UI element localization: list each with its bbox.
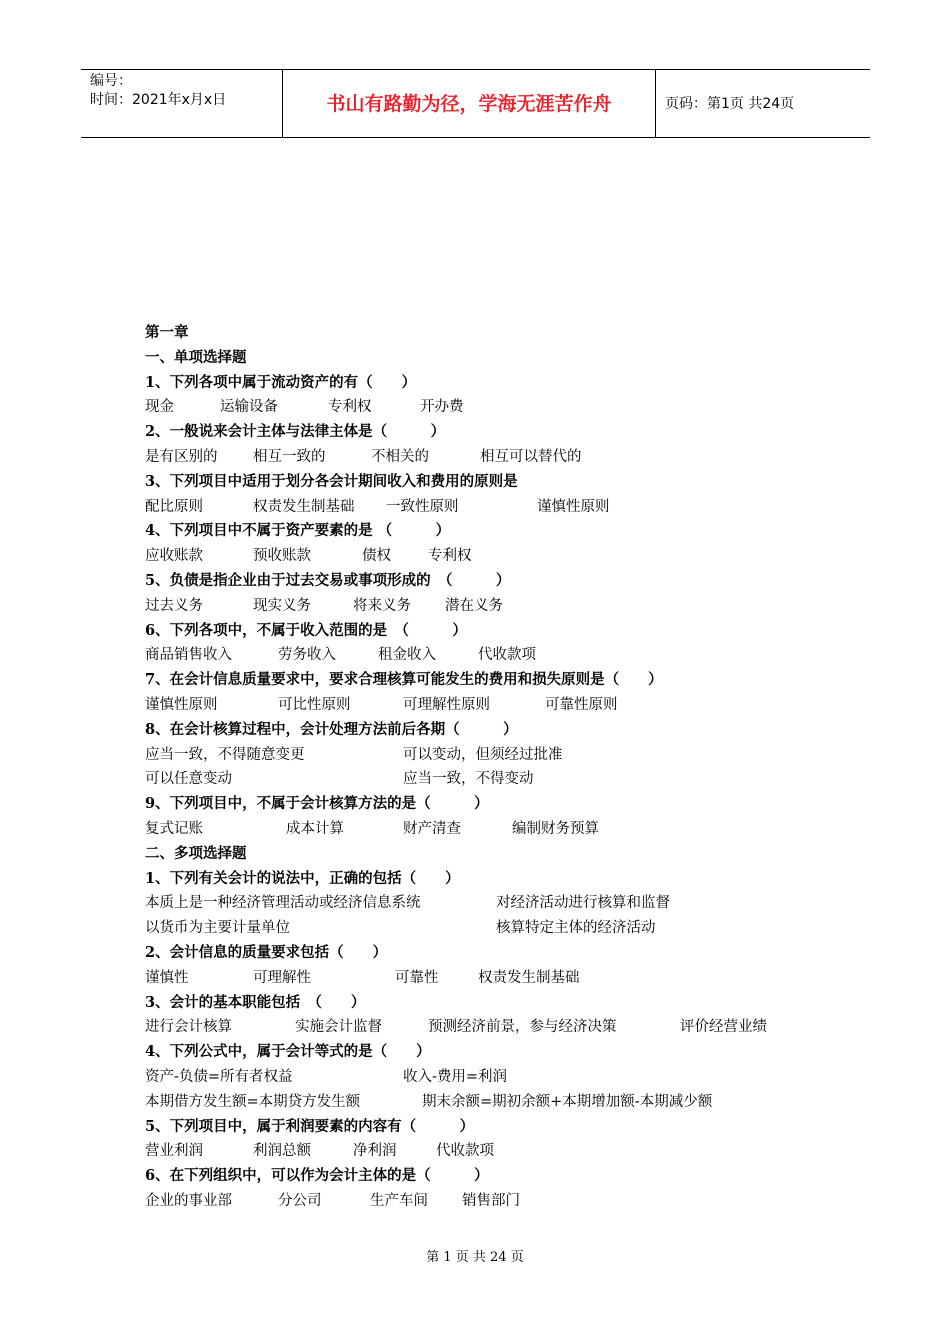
answer-option: 权责发生制基础 [478, 969, 580, 986]
question-text: 4、下列公式中，属于会计等式的是（ ） [145, 1043, 431, 1061]
document-body [145, 321, 865, 1214]
question-text: 2、会计信息的质量要求包括（ ） [145, 943, 388, 961]
answer-option: 本质上是一种经济管理活动或经济信息系统 [145, 895, 421, 912]
answer-option: 成本计算 [286, 820, 344, 837]
question-text: 5、下列项目中，属于利润要素的内容有（ ） [145, 1117, 475, 1135]
options-row [145, 966, 865, 991]
options-row [145, 544, 865, 569]
options-row [145, 1015, 865, 1040]
answer-option: 生产车间 [370, 1192, 428, 1209]
page-info: 页码：第1页 共24页 [665, 96, 795, 112]
answer-option: 应当一致，不得变动 [403, 771, 534, 788]
answer-option: 现金 [145, 399, 174, 416]
answer-option: 可理解性原则 [403, 696, 490, 713]
answer-option: 评价经营业绩 [680, 1019, 767, 1036]
answer-option: 期末余额=期初余额+本期增加额-本期减少额 [422, 1093, 713, 1110]
question-text: 6、在下列组织中，可以作为会计主体的是（ ） [145, 1167, 489, 1185]
options-row [145, 643, 865, 668]
answer-option: 应收账款 [145, 548, 203, 565]
answer-option: 不相关的 [371, 448, 429, 465]
options-row [145, 594, 865, 619]
question-text: 2、一般说来会计主体与法律主体是（ ） [145, 423, 446, 441]
answer-option: 销售部门 [462, 1192, 520, 1209]
answer-option: 现实义务 [253, 597, 311, 614]
answer-option: 净利润 [353, 1143, 397, 1160]
answer-option: 预测经济前景，参与经济决策 [428, 1019, 617, 1036]
time-label: 时间：2021年x月x日 [90, 92, 227, 108]
options-row [145, 891, 865, 916]
answer-option: 进行会计核算 [145, 1019, 232, 1036]
answer-option: 应当一致，不得随意变更 [145, 746, 305, 763]
header-meta [81, 70, 281, 137]
options-row [145, 495, 865, 520]
question-text: 4、下列项目中不属于资产要素的是 （ ） [145, 522, 451, 540]
question-text: 1、下列各项中属于流动资产的有（ ） [145, 373, 417, 391]
question-text: 1、下列有关会计的说法中，正确的包括（ ） [145, 869, 460, 887]
answer-option: 可比性原则 [278, 696, 351, 713]
answer-option: 过去义务 [145, 597, 203, 614]
answer-option: 相互可以替代的 [480, 448, 582, 465]
answer-option: 可以任意变动 [145, 771, 232, 788]
answer-option: 一致性原则 [386, 498, 459, 515]
options-row [145, 395, 865, 420]
answer-option: 专利权 [328, 399, 372, 416]
answer-option: 企业的事业部 [145, 1192, 232, 1209]
answer-option: 资产-负债=所有者权益 [145, 1068, 293, 1085]
answer-option: 配比原则 [145, 498, 203, 515]
answer-option: 营业利润 [145, 1143, 203, 1160]
answer-option: 以货币为主要计量单位 [145, 920, 290, 937]
answer-option: 编制财务预算 [512, 820, 599, 837]
motto: 书山有路勤为径，学海无涯苦作舟 [326, 93, 612, 115]
page-footer: 第 1 页 共 24 页 [426, 1250, 524, 1265]
answer-option: 债权 [362, 548, 391, 565]
answer-option: 预收账款 [253, 548, 311, 565]
question-text: 9、下列项目中，不属于会计核算方法的是（ ） [145, 795, 489, 813]
options-row [145, 916, 865, 941]
options-row [145, 1189, 865, 1214]
answer-option: 将来义务 [353, 597, 411, 614]
answer-option: 谨慎性 [145, 969, 189, 986]
options-row [145, 445, 865, 470]
answer-option: 开办费 [420, 399, 464, 416]
answer-option: 潜在义务 [445, 597, 503, 614]
options-row [145, 1065, 865, 1090]
question-sections [145, 346, 865, 1214]
answer-option: 利润总额 [253, 1143, 311, 1160]
answer-option: 谨慎性原则 [145, 696, 218, 713]
answer-option: 权责发生制基础 [253, 498, 355, 515]
options-row [145, 817, 865, 842]
answer-option: 劳务收入 [278, 647, 336, 664]
answer-option: 本期借方发生额=本期贷方发生额 [145, 1093, 361, 1110]
answer-option: 可理解性 [253, 969, 311, 986]
header-page-cell [655, 70, 870, 137]
answer-option: 可以变动，但须经过批准 [403, 746, 563, 763]
answer-option: 核算特定主体的经济活动 [496, 920, 656, 937]
options-row [145, 693, 865, 718]
number-label: 编号： [90, 73, 132, 89]
section-title: 二、多项选择题 [145, 844, 247, 862]
answer-option: 实施会计监督 [295, 1019, 382, 1036]
answer-option: 商品销售收入 [145, 647, 232, 664]
answer-option: 专利权 [428, 548, 472, 565]
options-row [145, 743, 865, 768]
answer-option: 代收款项 [478, 647, 536, 664]
question-text: 8、在会计核算过程中，会计处理方法前后各期（ ） [145, 720, 518, 738]
options-row [145, 1139, 865, 1164]
answer-option: 代收款项 [436, 1143, 494, 1160]
answer-option: 租金收入 [378, 647, 436, 664]
question-text: 3、下列项目中适用于划分各会计期间收入和费用的原则是 [145, 472, 518, 490]
options-row [145, 767, 865, 792]
answer-option: 是有区别的 [145, 448, 218, 465]
question-text: 7、在会计信息质量要求中，要求合理核算可能发生的费用和损失原则是（ ） [145, 671, 663, 689]
answer-option: 复式记账 [145, 820, 203, 837]
page-header [81, 69, 870, 138]
question-text: 3、会计的基本职能包括 （ ） [145, 993, 366, 1011]
answer-option: 可靠性 [395, 969, 439, 986]
answer-option: 对经济活动进行核算和监督 [496, 895, 670, 912]
chapter-title: 第一章 [145, 324, 189, 341]
answer-option: 分公司 [278, 1192, 322, 1209]
options-row [145, 1090, 865, 1115]
answer-option: 相互一致的 [253, 448, 326, 465]
header-motto-cell [282, 70, 656, 137]
answer-option: 财产清查 [403, 820, 461, 837]
section-title: 一、单项选择题 [145, 348, 247, 366]
question-text: 5、负债是指企业由于过去交易或事项形成的 （ ） [145, 571, 511, 589]
answer-option: 可靠性原则 [545, 696, 618, 713]
answer-option: 收入-费用=利润 [403, 1068, 508, 1085]
answer-option: 运输设备 [220, 399, 278, 416]
question-text: 6、下列各项中，不属于收入范围的是 （ ） [145, 621, 467, 639]
answer-option: 谨慎性原则 [537, 498, 610, 515]
